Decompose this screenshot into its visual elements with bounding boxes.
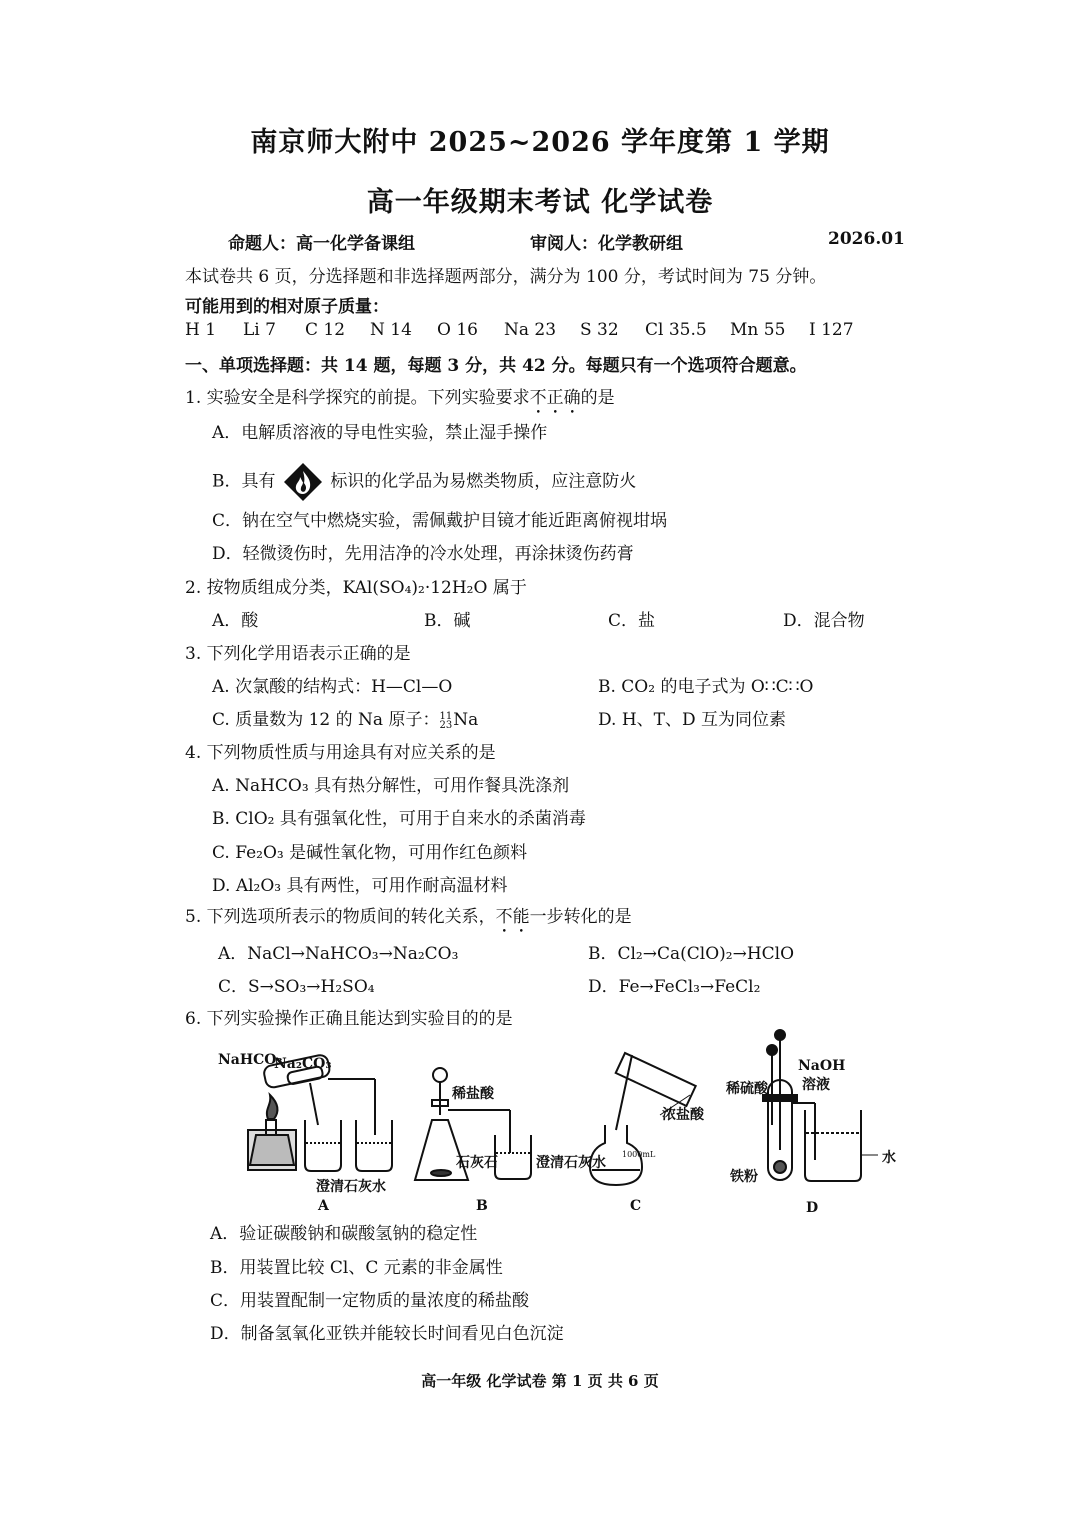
fig-a-label-na2co3: Na₂CO₃ — [274, 1056, 332, 1072]
author-label: 命题人：高一化学备课组 — [228, 234, 415, 254]
q3-option-b: B. CO₂ 的电子式为 O∷C∷O — [598, 677, 814, 697]
q1-option-c: C．钠在空气中燃烧实验，需佩戴护目镜才能近距离俯视坩埚 — [212, 511, 668, 531]
atomic-mass-item: S 32 — [580, 320, 619, 340]
question-2-stem: 2. 按物质组成分类，KAl(SO₄)₂·12H₂O 属于 — [185, 578, 527, 598]
q3-option-a: A. 次氯酸的结构式：H—Cl—O — [212, 677, 453, 697]
fig-label-c: C — [630, 1198, 642, 1214]
q3-option-c: C. 质量数为 12 的 Na 原子： 11 23 Na — [212, 710, 479, 731]
exam-date: 2026.01 — [828, 229, 905, 249]
atomic-mass-item: N 14 — [370, 320, 412, 340]
q1-option-d: D．轻微烫伤时，先用洁净的冷水处理，再涂抹烫伤药膏 — [212, 544, 634, 564]
question-1-stem: 1. 实验安全是科学探究的前提。下列实验要求不正确的是 — [185, 388, 615, 408]
atomic-mass-item: Na 23 — [504, 320, 557, 340]
q5-option-b: B．Cl₂→Ca(ClO)₂→HClO — [588, 944, 795, 964]
reviewer-label: 审阅人：化学教研组 — [530, 234, 683, 254]
q1-option-b: B．具有 标识的化学品为易燃类物质，应注意防火 — [212, 462, 636, 502]
fig-label-b: B — [476, 1198, 488, 1214]
q6-option-a: A．验证碳酸钠和碳酸氢钠的稳定性 — [210, 1224, 478, 1244]
atomic-mass-item: C 12 — [305, 320, 346, 340]
q5-option-a: A．NaCl→NaHCO₃→Na₂CO₃ — [218, 944, 459, 964]
fig-d-label-water: 水 — [882, 1150, 896, 1166]
flammable-hazard-icon — [283, 462, 323, 502]
q4-option-b: B. ClO₂ 具有强氧化性，可用于自来水的杀菌消毒 — [212, 809, 586, 829]
q6-option-c: C．用装置配制一定物质的量浓度的稀盐酸 — [210, 1291, 530, 1311]
question-5-stem: 5. 下列选项所表示的物质间的转化关系，不能一步转化的是 — [185, 907, 632, 927]
q2-option-a: A．酸 — [212, 611, 259, 631]
q4-option-d: D. Al₂O₃ 具有两性，可用作耐高温材料 — [212, 876, 508, 896]
q4-option-c: C. Fe₂O₃ 是碱性氧化物，可用作红色颜料 — [212, 843, 528, 863]
atomic-mass-label: 可能用到的相对原子质量： — [185, 297, 389, 317]
page-footer: 高一年级 化学试卷 第 1 页 共 6 页 — [421, 1372, 659, 1390]
intro-text: 本试卷共 6 页，分选择题和非选择题两部分，满分为 100 分，考试时间为 75 分钟。 — [185, 267, 827, 287]
fig-d-label-iron-powder: 铁粉 — [730, 1169, 758, 1185]
fig-b-label-hcl: 稀盐酸 — [452, 1086, 494, 1102]
q2-option-b: B．碱 — [424, 611, 471, 631]
apparatus-figure — [210, 1025, 910, 1215]
q5-option-c: C．S→SO₃→H₂SO₄ — [218, 977, 375, 997]
fig-label-a: A — [318, 1198, 329, 1214]
question-3-stem: 3. 下列化学用语表示正确的是 — [185, 644, 411, 664]
exam-title-line2: 高一年级期末考试 化学试卷 — [366, 187, 714, 218]
atomic-mass-item: I 127 — [809, 320, 854, 340]
q2-option-c: C．盐 — [608, 611, 656, 631]
question-6-stem: 6. 下列实验操作正确且能达到实验目的的是 — [185, 1009, 513, 1029]
fig-b-label-limestone: 石灰石 — [456, 1155, 498, 1171]
fig-b-label-limewater: 澄清石灰水 — [536, 1155, 606, 1171]
fig-label-d: D — [806, 1200, 819, 1216]
q3-option-d: D. H、T、D 互为同位素 — [598, 710, 787, 730]
fig-d-label-naoh: NaOH — [798, 1058, 846, 1074]
atomic-mass-item: Li 7 — [243, 320, 276, 340]
section-heading: 一、单项选择题：共 14 题，每题 3 分，共 42 分。每题只有一个选项符合题意。 — [185, 356, 807, 376]
q2-option-d: D．混合物 — [783, 611, 865, 631]
atomic-mass-item: H 1 — [185, 320, 217, 340]
fig-a-label-nahco3: NaHCO₃ — [218, 1052, 283, 1068]
fig-d-label-h2so4: 稀硫酸 — [726, 1081, 768, 1097]
q1-option-a: A．电解质溶液的导电性实验，禁止湿手操作 — [212, 423, 548, 443]
q5-option-d: D．Fe→FeCl₃→FeCl₂ — [588, 977, 761, 997]
fig-d-label-solution: 溶液 — [802, 1077, 830, 1093]
exam-title-line1: 南京师大附中 2025~2026 学年度第 1 学期 — [250, 127, 830, 158]
fig-c-flask-volume: 1000mL — [622, 1150, 656, 1159]
question-4-stem: 4. 下列物质性质与用途具有对应关系的是 — [185, 743, 496, 763]
q6-option-d: D．制备氢氧化亚铁并能较长时间看见白色沉淀 — [210, 1324, 564, 1344]
fig-c-label-conc-hcl: 浓盐酸 — [662, 1107, 704, 1123]
q4-option-a: A. NaHCO₃ 具有热分解性，可用作餐具洗涤剂 — [212, 776, 570, 796]
q6-option-b: B．用装置比较 Cl、C 元素的非金属性 — [210, 1258, 503, 1278]
fig-a-label-limewater: 澄清石灰水 — [316, 1179, 386, 1195]
apparatus-d — [763, 1030, 878, 1181]
atomic-mass-item: O 16 — [437, 320, 478, 340]
atomic-mass-item: Cl 35.5 — [645, 320, 707, 340]
atomic-mass-item: Mn 55 — [730, 320, 786, 340]
